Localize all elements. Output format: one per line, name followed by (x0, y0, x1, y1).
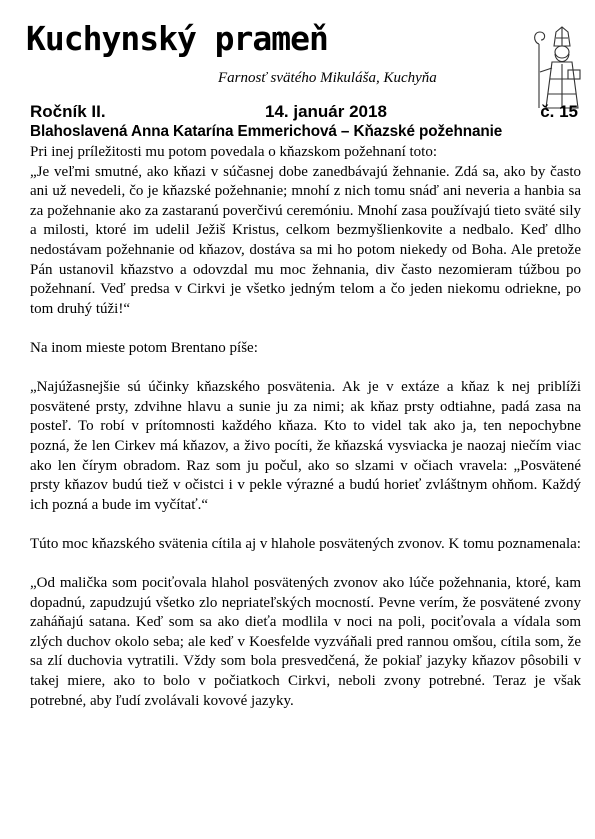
saint-nicholas-bishop-icon (530, 24, 586, 110)
paragraph: Na inom mieste potom Brentano píše: (30, 339, 258, 356)
article-body (30, 143, 581, 711)
issue-number: č. 15 (540, 102, 578, 121)
issue-info-row (30, 102, 578, 124)
paragraph: „Najúžasnejšie sú účinky kňazského posvätenia. Ak je v extáze a kňaz k nej priblíži posvätené prsty, zdvihne hlavu a sunie ju za nimi; ak kňaz prsty odtiahne, padá zasa na posteľ. To robí v prítomnosti každého kňaza. Kto to videl tak ako ja, ten nepochybne pozná, že len Cirkev má kňazov, a živo pocíti, že kňazská vysviacka je naozaj niečím viac ako len čírym obradom. Raz som ju počul, ako so slzami v očiach vravela: „Posvätené prsty kňazov budú tiež v očistci i v pekle výrazné a budú horieť zvláštnym ohňom. Každý ich pozná a bude im vyčítať.“ (30, 379, 581, 513)
newsletter-title: Kuchynský prameň (26, 19, 328, 58)
paragraph: Pri inej príležitosti mu potom povedala o kňazskom požehnaní toto: (30, 144, 438, 160)
paragraph: „Od malička som pociťovala hlahol posvätených zvonov ako lúče požehnania, ktoré, kam dopadnú, zapudzujú všetko zlo nepriateľských mocností. Pevne verím, že posvätené zvony zaháňajú satana. Keď som sa ako dieťa modlila v noci na poli, pociťovala a vídala som zlých duchov okolo seba; ale keď v Koesfelde vyzváňali pred rannou omšou, cítila som, že sa zlí duchovia vytratili. Vždy som bola presvedčená, že pokiaľ jazyky kňazov pôsobili v takej miere, ako to bolo v počiatkoch Cirkvi, neboli zvony potrebné. Teraz je však potrebné, aby ľudí zvolávali kovové jazyky. (30, 575, 581, 709)
paragraph: Túto moc kňazského svätenia cítila aj v hlahole posvätených zvonov. K tomu poznamenala: (30, 535, 581, 552)
paragraph: „Je veľmi smutné, ako kňazi v súčasnej dobe zanedbávajú žehnanie. Zdá sa, ako by často ani už nevedeli, čo je kňazské požehnanie; mnohí z nich tomu snáď ani neveria a hanbia sa za požehnanie ako za zastaranú poverčivú ceremóniu. Mnohí zasa používajú tieto sväté sily a milosti, ktoré im udelil Ježiš Kristus, celkom bezmyšlienkovite a nedbalo. Keď dlho nedostávam požehnanie od kňazov, dostáva sa mi ho potom niekedy od Boha. Ale pretože Pán ustanovil kňazstvo a odovzdal mu moc žehnania, div často nezomieram túžbou po požehnaní. Veď predsa v Cirkvi je všetko jedným telom a čo jeden niekomu odriekne, po tom druhý túži!“ (30, 163, 581, 317)
parish-subtitle: Farnosť svätého Mikuláša, Kuchyňa (218, 70, 437, 86)
masthead (22, 18, 582, 98)
volume-label: Ročník II. (30, 102, 106, 121)
issue-date: 14. január 2018 (265, 102, 387, 121)
article-title: Blahoslavená Anna Katarína Emmerichová – Kňazské požehnanie (30, 123, 503, 140)
